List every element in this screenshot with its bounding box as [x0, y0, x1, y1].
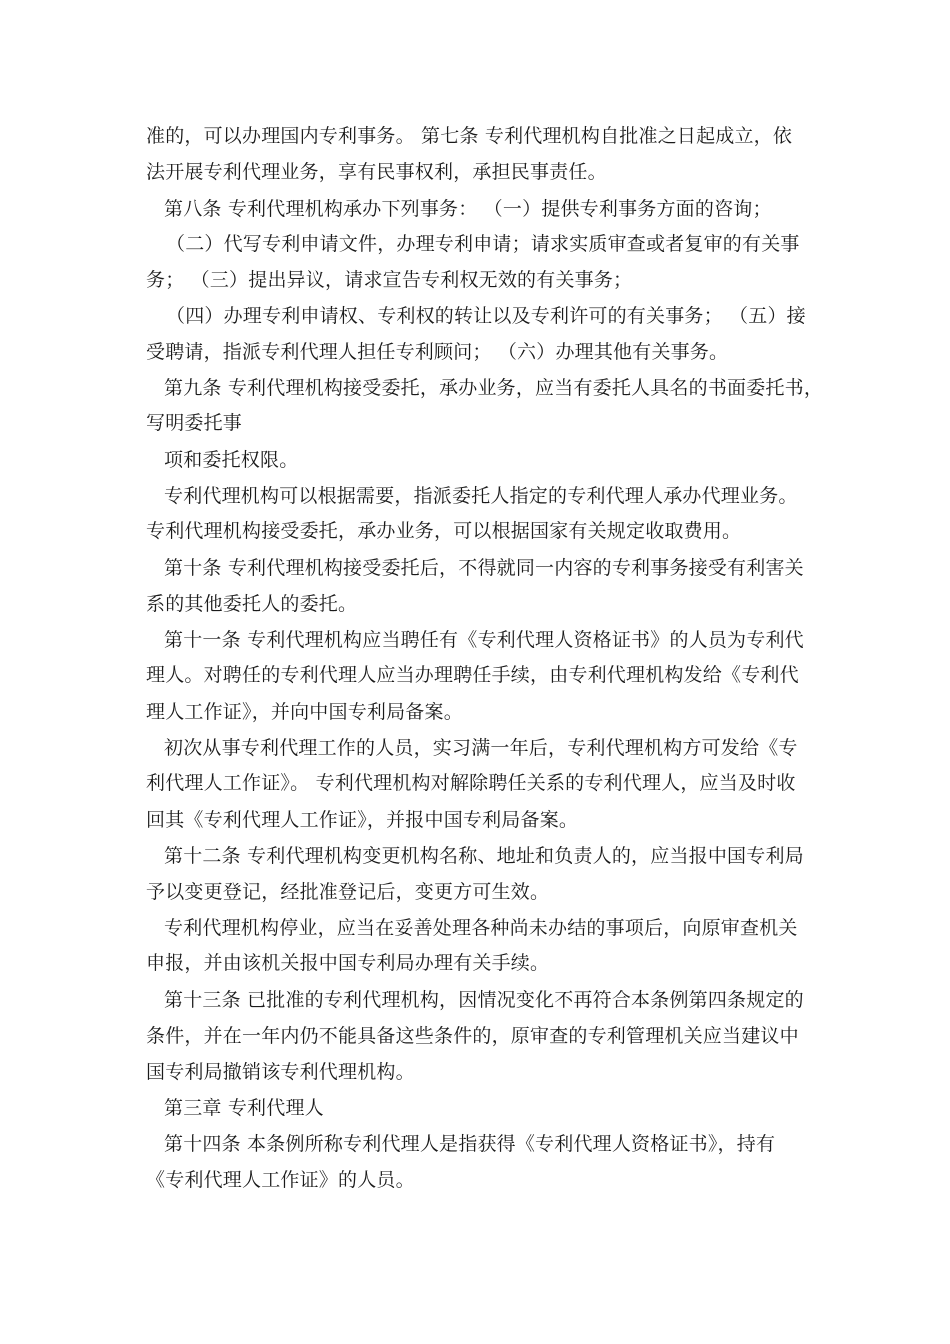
text-line: 系的其他委托人的委托。 [146, 593, 358, 615]
text-line: 第十一条 专利代理机构应当聘任有《专利代理人资格证书》的人员为专利代 [164, 629, 804, 651]
text-line: 专利代理机构可以根据需要，指派委托人指定的专利代理人承办代理业务。 [164, 485, 798, 507]
text-line: 《专利代理人工作证》的人员。 [146, 1169, 415, 1191]
text-line: 第十三条 已批准的专利代理机构，因情况变化不再符合本条例第四条规定的 [164, 989, 804, 1011]
text-line: 申报，并由该机关报中国专利局办理有关手续。 [146, 952, 550, 974]
text-line: 条件，并在一年内仍不能具备这些条件的，原审查的专利管理机关应当建议中 [146, 1025, 799, 1047]
text-line: 第十四条 本条例所称专利代理人是指获得《专利代理人资格证书》，持有 [164, 1133, 776, 1155]
text-line: 初次从事专利代理工作的人员，实习满一年后，专利代理机构方可发给《专 [164, 737, 798, 759]
text-line: 国专利局撤销该专利代理机构。 [146, 1061, 415, 1083]
text-line: 理人。对聘任的专利代理人应当办理聘任手续，由专利代理机构发给《专利代 [146, 664, 799, 686]
text-line: 第八条 专利代理机构承办下列事务： （一）提供专利事务方面的咨询； [164, 198, 772, 220]
text-line: 法开展专利代理业务，享有民事权利，承担民事责任。 [146, 161, 607, 183]
text-line: 项和委托权限。 [164, 449, 299, 471]
text-line: 理人工作证》，并向中国专利局备案。 [146, 701, 463, 723]
text-line: 准的，可以办理国内专利事务。 第七条 专利代理机构自批准之日起成立，依 [146, 125, 793, 147]
text-line: （四）办理专利申请权、专利权的转让以及专利许可的有关事务； （五）接 [166, 305, 806, 327]
text-line: 务； （三）提出异议，请求宣告专利权无效的有关事务； [146, 269, 633, 291]
text-line: 予以变更登记，经批准登记后，变更方可生效。 [146, 881, 550, 903]
text-line: 第九条 专利代理机构接受委托，承办业务，应当有委托人具名的书面委托书， [164, 377, 824, 399]
text-line: 受聘请，指派专利代理人担任专利顾问； （六）办理其他有关事务。 [146, 341, 729, 363]
text-line: 利代理人工作证》。 专利代理机构对解除聘任关系的专利代理人，应当及时收 [146, 772, 796, 794]
chapter-heading: 第三章 专利代理人 [164, 1097, 324, 1119]
text-line: 专利代理机构接受委托，承办业务，可以根据国家有关规定收取费用。 [146, 520, 742, 542]
text-line: 专利代理机构停业，应当在妥善处理各种尚未办结的事项后，向原审查机关 [164, 917, 798, 939]
text-line: 第十条 专利代理机构接受委托后，不得就同一内容的专利事务接受有利害关 [164, 557, 804, 579]
text-line: （二）代写专利申请文件，办理专利申请；请求实质审查或者复审的有关事 [166, 233, 800, 255]
text-line: 回其《专利代理人工作证》，并报中国专利局备案。 [146, 809, 579, 831]
text-line: 第十二条 专利代理机构变更机构名称、地址和负责人的，应当报中国专利局 [164, 845, 804, 867]
text-line: 写明委托事 [146, 412, 243, 434]
